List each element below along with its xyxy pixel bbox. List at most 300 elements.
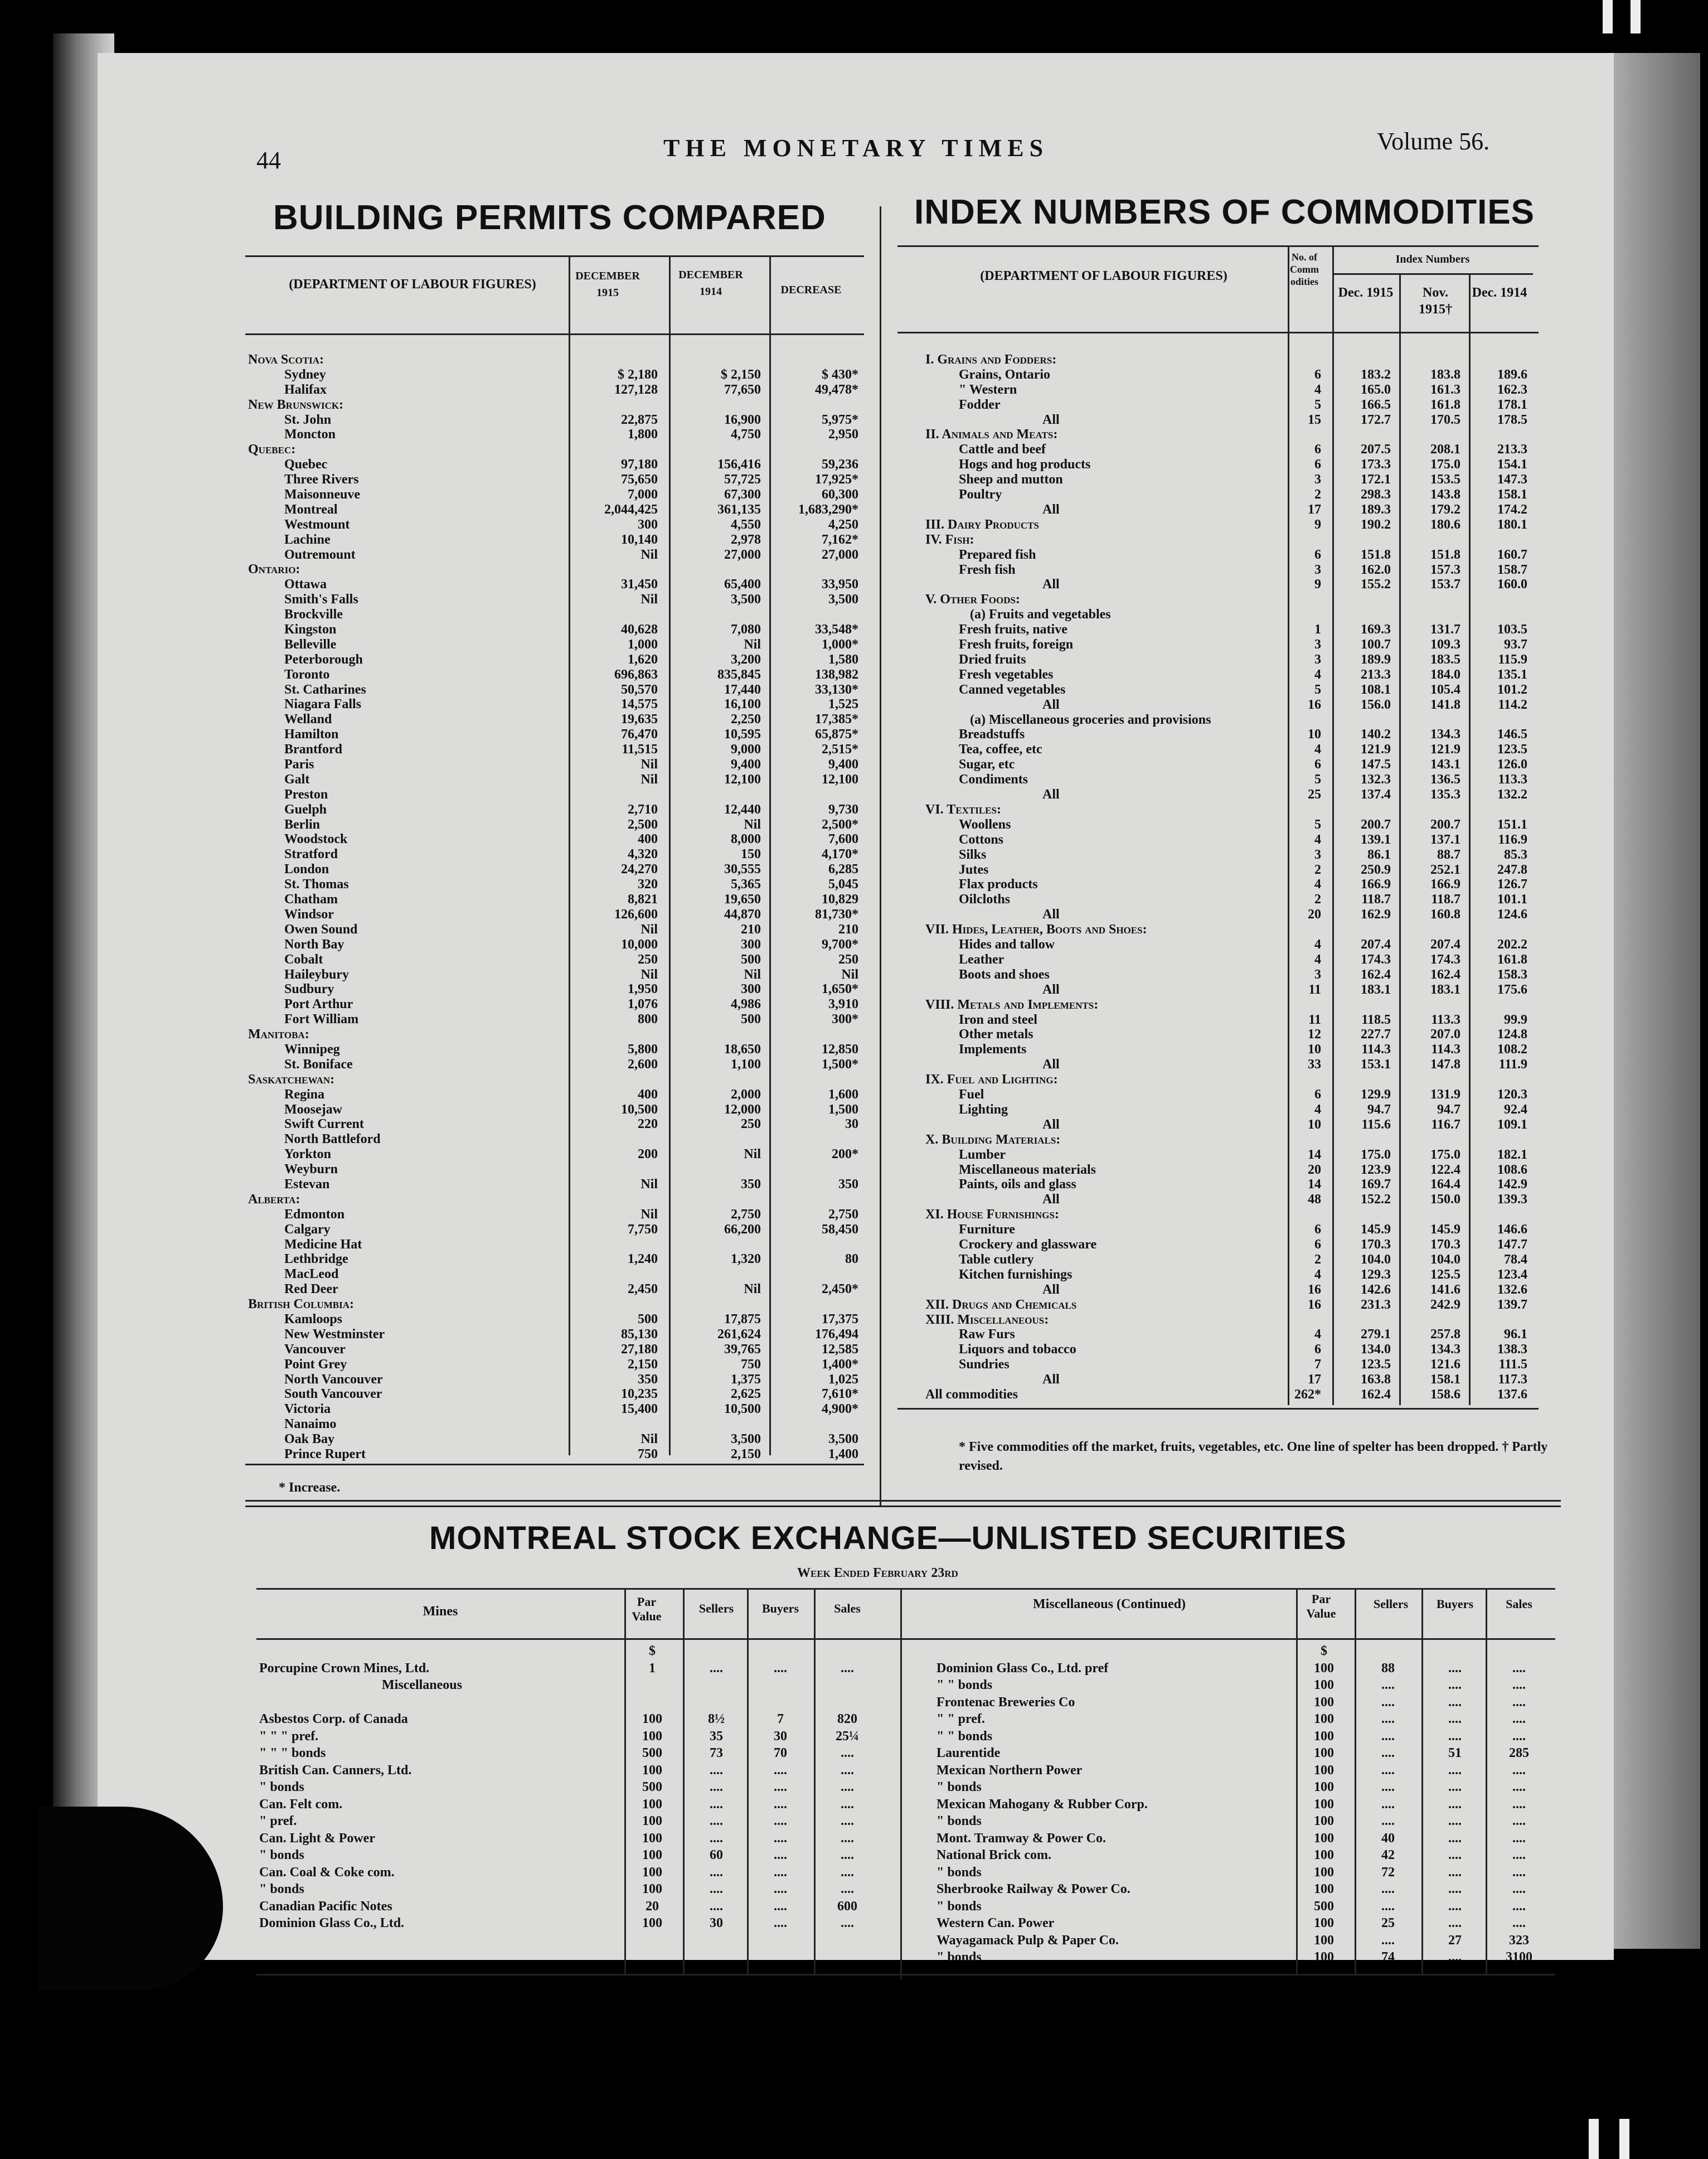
in-commodity-name: Silks: [959, 847, 987, 862]
bp-decrease-value: 7,162*: [822, 532, 858, 547]
bp-dec1915-value: 22,875: [621, 412, 658, 427]
bp-dec1914-value: 250: [741, 1117, 761, 1132]
in-nov1915-value: 151.8: [1430, 547, 1460, 562]
bp-footnote: * Increase.: [279, 1480, 341, 1495]
bp-decrease-value: 9,730: [828, 802, 858, 817]
in-dec1914-value: 147.7: [1497, 1237, 1527, 1252]
in-count-value: 6: [1314, 367, 1321, 382]
se-par-value: 100: [1314, 1780, 1334, 1794]
in-count-value: 9: [1314, 517, 1321, 532]
se-security-name: " pref.: [259, 1814, 297, 1828]
bp-dec1914-value: 12,000: [724, 1102, 761, 1117]
bp-city-name: Hamilton: [284, 727, 339, 742]
in-count-value: 5: [1314, 772, 1321, 787]
in-dec1914-value: 111.5: [1498, 1357, 1527, 1372]
bp-city-name: Lethbridge: [284, 1252, 348, 1267]
se-security-name: " " bonds: [937, 1678, 993, 1692]
in-nov1915-value: 158.6: [1430, 1387, 1460, 1402]
in-commodity-name: Implements: [959, 1042, 1027, 1057]
bp-decrease-value: 1,000*: [822, 637, 858, 652]
se-buyers-value: ....: [1448, 1814, 1462, 1828]
se-sales-value: ....: [1512, 1916, 1526, 1930]
in-commodity-name: Table cutlery: [959, 1252, 1034, 1267]
in-dec1915-value: 137.4: [1361, 787, 1391, 802]
bp-city-name: St. Boniface: [284, 1057, 353, 1072]
se-sellers-value: ....: [710, 1763, 723, 1778]
se-right-col-sellers: Sellers: [1373, 1597, 1409, 1611]
in-nov1915-value: 162.4: [1430, 967, 1460, 982]
in-commodity-name: All: [1042, 1117, 1060, 1132]
bp-decrease-value: 1,500: [828, 1102, 858, 1117]
se-sellers-value: ....: [710, 1882, 723, 1896]
bp-decrease-value: 1,400*: [822, 1357, 858, 1372]
in-count-value: 2: [1314, 862, 1321, 877]
bp-dec1914-value: 835,845: [717, 667, 761, 682]
in-dec1914-value: 113.3: [1498, 772, 1527, 787]
se-par-value: $: [649, 1644, 656, 1658]
in-dec1915-value: 129.3: [1361, 1267, 1391, 1282]
in-count-value: 17: [1308, 1372, 1321, 1387]
in-nov1915-value: 116.7: [1431, 1117, 1460, 1132]
in-commodity-name: Fuel: [959, 1087, 984, 1102]
bp-decrease-value: 138,982: [815, 667, 858, 682]
se-sellers-value: ....: [1381, 1729, 1395, 1744]
in-dec1914-value: 109.1: [1497, 1117, 1527, 1132]
bp-province-label: Manitoba:: [248, 1027, 309, 1042]
bp-decrease-value: 2,750: [828, 1207, 858, 1222]
bp-dec1914-value: 3,500: [731, 592, 761, 607]
bp-dec1914-value: Nil: [744, 1282, 761, 1297]
in-count-value: 4: [1314, 1102, 1321, 1117]
in-nov1915-value: 170.3: [1430, 1237, 1460, 1252]
bp-dec1915-value: 400: [638, 1087, 658, 1102]
se-security-name: National Brick com.: [937, 1848, 1051, 1862]
se-par-value: 100: [1314, 1882, 1334, 1896]
in-commodity-name: All: [1042, 697, 1060, 712]
in-dec1914-value: 116.9: [1498, 832, 1527, 847]
se-sales-value: 600: [837, 1899, 857, 1914]
se-sellers-value: ....: [710, 1780, 723, 1794]
bp-col-rule-3: [769, 256, 771, 1455]
bp-city-name: Sudbury: [284, 982, 334, 997]
se-par-value: 100: [642, 1712, 662, 1726]
page-number: 44: [256, 147, 281, 174]
in-commodity-name: Prepared fish: [959, 547, 1036, 562]
bp-dec1915-value: 2,150: [628, 1357, 658, 1372]
se-security-name: Can. Coal & Coke com.: [259, 1865, 395, 1880]
in-commodity-name: Kitchen furnishings: [959, 1267, 1073, 1282]
in-commodity-name: Paints, oils and glass: [959, 1177, 1076, 1192]
in-nov1915-value: 242.9: [1430, 1297, 1460, 1312]
in-dec1914-value: 174.2: [1497, 502, 1527, 517]
se-security-name: Sherbrooke Railway & Power Co.: [937, 1882, 1130, 1896]
se-sales-value: ....: [1512, 1780, 1526, 1794]
se-sellers-value: 88: [1381, 1661, 1395, 1676]
in-dec1914-value: 132.6: [1497, 1282, 1527, 1297]
in-commodity-name: Flax products: [959, 877, 1038, 892]
se-buyers-value: ....: [1448, 1882, 1462, 1896]
bp-dec1915-value: 300: [638, 517, 658, 532]
in-nov1915-value: 183.1: [1430, 982, 1460, 997]
se-left-col-sales: Sales: [834, 1601, 861, 1615]
in-commodity-name: Sugar, etc: [959, 757, 1015, 772]
bp-city-name: Brantford: [284, 742, 342, 757]
bp-city-name: Fort William: [284, 1012, 359, 1027]
se-par-value: 100: [642, 1865, 662, 1880]
bp-dec1915-value: 2,600: [628, 1057, 658, 1072]
in-dec1914-value: 158.3: [1497, 967, 1527, 982]
in-dec1915-value: 118.5: [1361, 1012, 1391, 1027]
se-par-value: 100: [1314, 1831, 1334, 1846]
bp-dec1914-value: 30,555: [724, 862, 761, 877]
in-commodity-name: Sundries: [959, 1357, 1010, 1372]
bp-dec1915-value: 19,635: [621, 712, 658, 727]
in-col-dec1914: Dec. 1914: [1472, 285, 1527, 300]
in-dec1914-value: 124.6: [1497, 907, 1527, 922]
se-security-name: Porcupine Crown Mines, Ltd.: [259, 1661, 430, 1676]
bp-dec1914-value: 39,765: [724, 1342, 761, 1357]
in-dec1915-value: 132.3: [1361, 772, 1391, 787]
in-col-nov1915: Nov. 1915†: [1419, 285, 1452, 317]
bp-dec1915-value: 1,076: [628, 997, 658, 1012]
in-dec1915-value: 134.0: [1361, 1342, 1391, 1357]
se-par-value: 100: [642, 1848, 662, 1862]
bp-dec1915-value: Nil: [640, 772, 658, 787]
bp-dec1915-value: 76,470: [621, 727, 658, 742]
in-count-value: 1: [1314, 622, 1321, 637]
se-right-col-buyers: Buyers: [1437, 1597, 1473, 1611]
in-commodity-name: Liquors and tobacco: [959, 1342, 1076, 1357]
in-dec1915-value: 169.7: [1361, 1177, 1391, 1192]
bp-dec1915-value: 1,620: [628, 652, 658, 667]
bp-dec1914-value: 2,250: [731, 712, 761, 727]
in-commodity-name: I. Grains and Fodders:: [925, 352, 1057, 367]
se-buyers-value: 7: [777, 1712, 784, 1726]
bp-city-name: Moncton: [284, 427, 336, 442]
in-count-value: 6: [1314, 1342, 1321, 1357]
bp-city-name: Guelph: [284, 802, 327, 817]
bp-dec1914-value: 210: [741, 922, 761, 937]
in-dec1914-value: 154.1: [1497, 457, 1527, 472]
bp-dec1915-value: 1,800: [628, 427, 658, 442]
se-security-name: Western Can. Power: [937, 1916, 1055, 1930]
bp-bottom-rule: [245, 1464, 864, 1465]
se-sellers-value: ....: [1381, 1797, 1395, 1812]
center-column-rule: [880, 206, 881, 1506]
in-dec1915-value: 174.3: [1361, 952, 1391, 967]
se-sales-value: ....: [841, 1763, 854, 1778]
se-sales-value: ....: [1512, 1695, 1526, 1710]
se-sales-value: ....: [841, 1865, 854, 1880]
in-commodity-name: All: [1042, 1057, 1060, 1072]
bp-decrease-value: 9,400: [828, 757, 858, 772]
bp-dec1914-value: Nil: [744, 637, 761, 652]
in-count-value: 3: [1314, 562, 1321, 577]
in-dec1915-value: 200.7: [1361, 817, 1391, 832]
in-dec1914-value: 182.1: [1497, 1147, 1527, 1162]
bp-decrease-value: 17,375: [822, 1311, 858, 1327]
se-left-col-sellers: Sellers: [698, 1601, 734, 1615]
bp-city-name: Smith's Falls: [284, 592, 358, 607]
se-center-rule: [900, 1589, 902, 1979]
bp-decrease-value: 1,580: [828, 652, 858, 667]
in-commodity-name: Fresh fish: [959, 562, 1016, 577]
se-buyers-value: ....: [1448, 1661, 1462, 1676]
index-numbers-title: INDEX NUMBERS OF COMMODITIES: [914, 193, 1535, 231]
bp-top-rule: [245, 255, 864, 257]
in-commodity-name: Crockery and glassware: [959, 1237, 1097, 1252]
se-right-heading: Miscellaneous (Continued): [1032, 1597, 1186, 1611]
in-dec1914-value: 99.9: [1504, 1012, 1527, 1027]
se-sellers-value: ....: [1381, 1763, 1395, 1778]
bp-decrease-value: 12,850: [822, 1042, 858, 1057]
bp-decrease-value: 3,500: [828, 592, 858, 607]
bp-dec1914-value: 2,625: [731, 1387, 761, 1402]
in-commodity-name: Miscellaneous materials: [959, 1162, 1096, 1177]
in-count-value: 4: [1314, 1327, 1321, 1342]
se-par-value: 100: [1314, 1865, 1334, 1880]
bp-city-name: Oak Bay: [284, 1432, 335, 1447]
se-buyers-value: 30: [774, 1729, 787, 1744]
bp-decrease-value: 33,130*: [815, 682, 858, 697]
se-sales-value: ....: [1512, 1797, 1526, 1812]
bp-dec1915-value: 696,863: [614, 667, 658, 682]
bp-dec1914-value: Nil: [744, 817, 761, 832]
in-commodity-name: Fresh fruits, foreign: [959, 637, 1074, 652]
in-dec1915-value: 156.0: [1361, 697, 1391, 712]
in-dec1915-value: 123.5: [1361, 1357, 1391, 1372]
in-col-rule-1: [1288, 245, 1289, 1405]
in-count-value: 4: [1314, 1267, 1321, 1282]
in-nov1915-value: 161.8: [1430, 397, 1460, 412]
bp-city-name: Three Rivers: [284, 472, 359, 487]
in-nov1915-value: 143.1: [1430, 757, 1460, 772]
in-commodity-name: All: [1042, 412, 1060, 427]
in-commodity-name: All: [1042, 1372, 1060, 1387]
in-dec1915-value: 166.5: [1361, 397, 1391, 412]
se-buyers-value: ....: [1448, 1780, 1462, 1794]
bp-dec1915-value: 7,000: [628, 487, 658, 502]
in-commodity-name: Other metals: [959, 1027, 1033, 1042]
in-count-value: 3: [1314, 967, 1321, 982]
in-count-value: 48: [1308, 1192, 1321, 1207]
se-buyers-value: ....: [1448, 1831, 1462, 1846]
bp-dec1915-value: 750: [638, 1447, 658, 1461]
se-sales-value: ....: [1512, 1729, 1526, 1744]
in-commodity-name: IX. Fuel and Lighting:: [925, 1072, 1058, 1087]
in-nov1915-value: 122.4: [1430, 1162, 1460, 1177]
se-left-rule-4: [814, 1589, 816, 1974]
bp-city-name: Galt: [284, 772, 310, 787]
bp-decrease-value: 1,500*: [822, 1057, 858, 1072]
bp-dec1914-value: 66,200: [724, 1222, 761, 1237]
bp-decrease-value: 5,045: [828, 877, 858, 892]
in-commodity-name: III. Dairy Products: [925, 517, 1039, 532]
se-par-value: 500: [1314, 1899, 1334, 1914]
in-dec1915-value: 170.3: [1361, 1237, 1391, 1252]
bp-decrease-value: 27,000: [822, 547, 858, 562]
bp-decrease-value: 17,385*: [815, 712, 858, 727]
se-par-value: 20: [646, 1899, 659, 1914]
bp-city-name: London: [284, 862, 329, 877]
se-sales-value: 3100: [1506, 1950, 1532, 1964]
in-dec1914-value: 101.1: [1497, 892, 1527, 907]
se-sales-value: ....: [1512, 1814, 1526, 1828]
in-dec1915-value: 86.1: [1367, 847, 1391, 862]
in-commodity-name: " Western: [959, 382, 1017, 397]
in-dec1915-value: 165.0: [1361, 382, 1391, 397]
in-dec1914-value: 139.7: [1497, 1297, 1527, 1312]
in-dec1914-value: 142.9: [1497, 1177, 1527, 1192]
film-sprocket-top-2: [1631, 0, 1641, 33]
in-nov1915-value: 125.5: [1430, 1267, 1460, 1282]
bp-dec1915-value: 27,180: [621, 1342, 658, 1357]
bp-dec1914-value: 4,986: [731, 997, 761, 1012]
se-buyers-value: ....: [1448, 1899, 1462, 1914]
in-commodity-name: Canned vegetables: [959, 682, 1066, 697]
bp-dec1915-value: 400: [638, 832, 658, 847]
bp-dec1914-value: 10,595: [724, 727, 761, 742]
in-nov1915-value: 88.7: [1437, 847, 1460, 862]
se-security-name: " " " bonds: [259, 1746, 326, 1760]
in-dec1915-value: 250.9: [1361, 862, 1391, 877]
in-dec1915-value: 139.1: [1361, 832, 1391, 847]
bp-decrease-value: 80: [845, 1252, 858, 1267]
in-dec1914-value: 124.8: [1497, 1027, 1527, 1042]
se-right-rule-1: [1296, 1589, 1298, 1974]
in-commodity-name: Tea, coffee, etc: [959, 742, 1042, 757]
se-buyers-value: ....: [1448, 1678, 1462, 1692]
bp-dec1915-value: Nil: [640, 1207, 658, 1222]
in-commodity-name: X. Building Materials:: [925, 1132, 1061, 1147]
se-sales-value: ....: [841, 1746, 854, 1760]
in-nov1915-value: 184.0: [1430, 667, 1460, 682]
in-dec1914-value: 114.2: [1498, 697, 1527, 712]
in-count-value: 4: [1314, 937, 1321, 952]
bp-city-name: Toronto: [284, 667, 330, 682]
se-par-value: 100: [1314, 1746, 1334, 1760]
in-commodity-name: All commodities: [925, 1387, 1018, 1402]
se-sellers-value: ....: [710, 1797, 723, 1812]
in-count-value: 3: [1314, 847, 1321, 862]
in-nov1915-value: 131.9: [1430, 1087, 1460, 1102]
in-commodity-name: Raw Furs: [959, 1327, 1015, 1342]
bp-city-name: Medicine Hat: [284, 1237, 362, 1252]
bp-decrease-value: 59,236: [822, 457, 858, 472]
se-security-name: " " bonds: [937, 1729, 993, 1744]
in-commodity-name: Breadstuffs: [959, 727, 1025, 742]
bp-dec1914-value: 57,725: [724, 472, 761, 487]
in-dec1915-value: 151.8: [1361, 547, 1391, 562]
in-dec1914-value: 115.9: [1498, 652, 1527, 667]
in-count-value: 5: [1314, 682, 1321, 697]
se-sellers-value: 25: [1381, 1916, 1395, 1930]
bp-dec1914-value: Nil: [744, 1147, 761, 1162]
bp-city-name: Maisonneuve: [284, 487, 361, 502]
bp-dec1914-value: 750: [741, 1357, 761, 1372]
bp-city-name: Ottawa: [284, 577, 327, 592]
se-buyers-value: ....: [1448, 1729, 1462, 1744]
in-top-rule: [897, 245, 1539, 247]
se-par-value: 100: [1314, 1729, 1334, 1744]
bp-decrease-value: 10,829: [822, 892, 858, 907]
in-nov1915-value: 161.3: [1430, 382, 1460, 397]
bp-dec1915-value: 500: [638, 1311, 658, 1327]
bp-col-rule-2: [669, 256, 671, 1455]
in-dec1914-value: 158.1: [1497, 487, 1527, 502]
se-buyers-value: ....: [774, 1814, 787, 1828]
se-right-rule-3: [1421, 1589, 1423, 1974]
in-dec1915-value: 183.2: [1361, 367, 1391, 382]
in-dec1914-value: 123.5: [1497, 742, 1527, 757]
bp-decrease-value: 1,025: [828, 1372, 858, 1387]
in-count-value: 16: [1308, 697, 1321, 712]
bp-province-label: Saskatchewan:: [248, 1072, 335, 1087]
bp-decrease-value: 2,515*: [822, 742, 858, 757]
se-sales-value: ....: [1512, 1882, 1526, 1896]
se-sellers-value: ....: [1381, 1695, 1395, 1710]
bp-dec1915-value: 14,575: [621, 697, 658, 712]
bp-decrease-value: 33,548*: [815, 622, 858, 637]
in-count-value: 5: [1314, 817, 1321, 832]
bp-decrease-value: 33,950: [822, 577, 858, 592]
se-buyers-value: ....: [1448, 1695, 1462, 1710]
se-sellers-value: ....: [1381, 1712, 1395, 1726]
bp-dec1914-value: 16,900: [724, 412, 761, 427]
in-dec1915-value: 155.2: [1361, 577, 1391, 592]
in-commodity-name: Cattle and beef: [959, 442, 1046, 457]
se-par-value: 100: [642, 1814, 662, 1828]
bp-dec1915-value: 40,628: [621, 622, 658, 637]
stock-exchange-title: MONTREAL STOCK EXCHANGE—UNLISTED SECURITIES: [429, 1520, 1347, 1556]
bp-city-name: Niagara Falls: [284, 697, 361, 712]
se-security-name: " bonds: [259, 1882, 304, 1896]
se-left-rule-2: [683, 1589, 685, 1974]
bp-city-name: Outremount: [284, 547, 356, 562]
se-sales-value: ....: [1512, 1831, 1526, 1846]
bp-dec1915-value: 320: [638, 877, 658, 892]
bp-dec1915-value: $ 2,180: [618, 367, 658, 382]
bp-dec1914-value: 300: [741, 982, 761, 997]
bp-decrease-value: 1,683,290*: [798, 502, 858, 517]
se-buyers-value: ....: [774, 1661, 787, 1676]
in-dec1915-value: 175.0: [1361, 1147, 1391, 1162]
in-nov1915-value: 174.3: [1430, 952, 1460, 967]
se-left-col-par: Par Value: [632, 1595, 662, 1623]
in-col-rule-3: [1399, 273, 1401, 1405]
in-commodity-name: (a) Fruits and vegetables: [970, 607, 1111, 622]
bp-city-name: Quebec: [284, 457, 328, 472]
se-sales-value: 820: [837, 1712, 857, 1726]
bp-dec1914-value: 4,550: [731, 517, 761, 532]
in-dec1915-value: 169.3: [1361, 622, 1391, 637]
in-dec1914-value: 137.6: [1497, 1387, 1527, 1402]
bp-dec1914-value: 2,150: [731, 1447, 761, 1461]
se-buyers-value: 27: [1448, 1933, 1462, 1948]
in-commodity-name: VIII. Metals and Implements:: [925, 997, 1099, 1012]
in-nov1915-value: 157.3: [1430, 562, 1460, 577]
in-count-value: 6: [1314, 1087, 1321, 1102]
in-dec1914-value: 78.4: [1504, 1252, 1527, 1267]
se-sellers-value: ....: [1381, 1780, 1395, 1794]
se-security-name: " bonds: [937, 1814, 982, 1828]
bp-dec1915-value: 85,130: [621, 1327, 658, 1342]
bp-dec1915-value: 10,235: [621, 1387, 658, 1402]
in-dec1915-value: 162.4: [1361, 967, 1391, 982]
se-sellers-value: ....: [710, 1865, 723, 1880]
bp-city-name: St. John: [284, 412, 332, 427]
bp-dec1914-value: 5,365: [731, 877, 761, 892]
